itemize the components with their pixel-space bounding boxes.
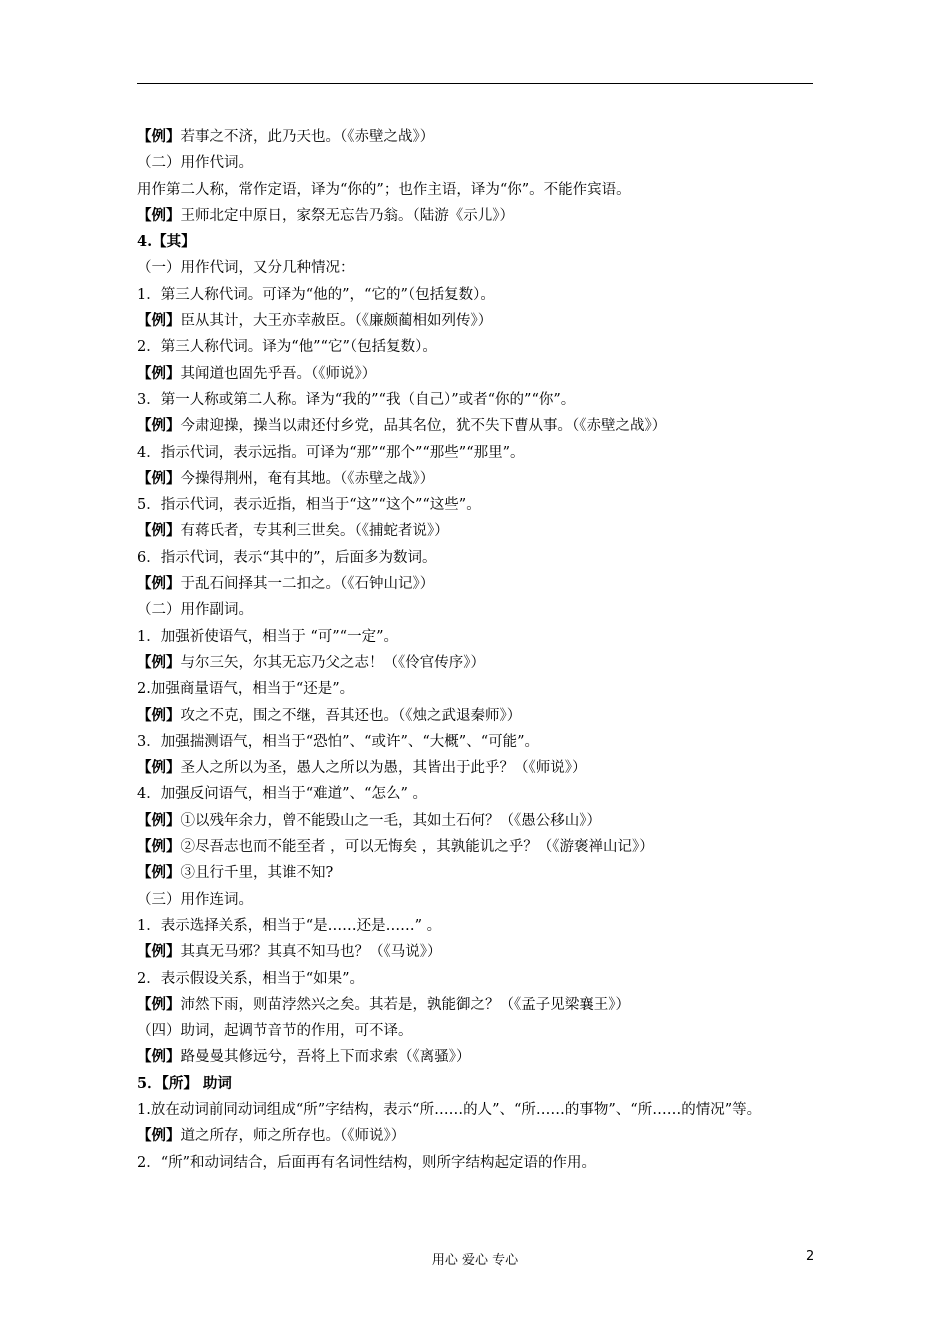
- example-tag: 【例】: [137, 1127, 181, 1145]
- example-line: [137, 518, 817, 544]
- text-line: [137, 781, 817, 807]
- example-tag: 【例】: [137, 575, 181, 593]
- line-text: （三）用作连词。: [137, 891, 253, 908]
- example-line: [137, 466, 817, 492]
- line-text: ①以残年余力，曾不能毁山之一毛，其如土石何？（《愚公移山》）: [180, 812, 601, 829]
- example-line: [137, 808, 817, 834]
- example-line: [137, 703, 817, 729]
- example-line: [137, 1123, 817, 1149]
- line-text: 路曼曼其修远兮，吾将上下而求索（《离骚》）: [180, 1049, 471, 1066]
- line-text: 于乱石间择其一二扣之。（《石钟山记》）: [180, 576, 435, 593]
- line-text: 道之所存，师之所存也。（《师说》）: [180, 1128, 406, 1145]
- line-text: 其真无马邪？其真不知马也？（《马说》）: [180, 944, 442, 961]
- example-tag: 【例】: [137, 206, 181, 224]
- text-line: [137, 597, 817, 623]
- text-line: [137, 966, 817, 992]
- line-text: 5．指示代词，表示近指，相当于“这”“这个”“这些”。: [137, 497, 481, 514]
- line-text: 1．第三人称代词。可译为“他的”，“它的”（包括复数）。: [137, 286, 495, 303]
- line-text: 圣人之所以为圣，愚人之所以为愚，其皆出于此乎？（《师说》）: [180, 760, 587, 777]
- example-tag: 【例】: [137, 128, 181, 145]
- line-text: 攻之不克，围之不继，吾其还也。（《烛之武退秦师》）: [180, 707, 522, 724]
- text-line: [137, 545, 817, 571]
- text-line: [137, 1018, 817, 1044]
- line-text: 1．表示选择关系，相当于“是……还是……” 。: [137, 917, 442, 934]
- text-line: [137, 624, 817, 650]
- example-line: [137, 571, 817, 597]
- section-heading: 4.【其】: [137, 233, 196, 251]
- text-line: [137, 255, 817, 281]
- line-text: 今操得荆州，奄有其地。（《赤壁之战》）: [180, 470, 435, 487]
- footer-text: 用心 爱心 专心: [431, 1253, 519, 1268]
- line-text: 臣从其计，大王亦幸赦臣。（《廉颇蔺相如列传》）: [180, 313, 493, 330]
- line-text: 今肃迎操，操当以肃还付乡党，品其名位，犹不失下曹从事。（《赤壁之战》）: [180, 418, 667, 435]
- example-line: [137, 860, 817, 886]
- page-number: 2: [806, 1249, 815, 1264]
- line-text: 2.加强商量语气，相当于“还是”。: [137, 681, 355, 698]
- line-text: 3．加强揣测语气，相当于“恐怕”、“或许”、“大概”、“可能”。: [137, 733, 540, 750]
- line-text: 3．第一人称或第二人称。译为“我的”“我（自己）”或者“你的”“你”。: [137, 391, 576, 408]
- line-text: 若事之不济，此乃天也。（《赤壁之战》）: [180, 129, 435, 145]
- line-text: 1．加强祈使语气，相当于 “可”“一定”。: [137, 628, 398, 645]
- line-text: （二）用作代词。: [137, 155, 253, 172]
- text-line: [137, 229, 817, 255]
- text-line: [137, 440, 817, 466]
- example-tag: 【例】: [137, 943, 181, 961]
- line-text: 沛然下雨，则苗浡然兴之矣。其若是，孰能御之？（《孟子见梁襄王》）: [180, 996, 630, 1013]
- text-line: [137, 334, 817, 360]
- example-tag: 【例】: [137, 364, 181, 382]
- example-tag: 【例】: [137, 469, 181, 487]
- example-line: [137, 834, 817, 860]
- line-text: （四）助词，起调节音节的作用，可不译。: [137, 1023, 413, 1040]
- example-tag: 【例】: [137, 522, 181, 540]
- text-line: [137, 492, 817, 518]
- example-tag: 【例】: [137, 864, 181, 882]
- example-line: [137, 203, 817, 229]
- line-text: （一）用作代词，又分几种情况：: [137, 260, 355, 277]
- example-line: [137, 1044, 817, 1070]
- document-body: [137, 124, 817, 1176]
- line-text: 与尔三矢，尔其无忘乃父之志！（《伶官传序》）: [180, 654, 485, 671]
- header-rule: [137, 83, 813, 84]
- text-line: [137, 282, 817, 308]
- example-tag: 【例】: [137, 811, 181, 829]
- line-text: 2．“所”和动词结合，后面再有名词性结构，则所字结构起定语的作用。: [137, 1154, 597, 1171]
- text-line: [137, 1097, 817, 1123]
- example-line: [137, 413, 817, 439]
- text-line: [137, 1071, 817, 1097]
- line-text: 4．加强反问语气，相当于“难道”、“怎么” 。: [137, 786, 427, 803]
- text-line: [137, 887, 817, 913]
- line-text: 用作第二人称，常作定语，译为“你的”；也作主语，译为“你”。不能作宾语。: [137, 181, 631, 198]
- example-tag: 【例】: [137, 706, 181, 724]
- text-line: [137, 676, 817, 702]
- example-tag: 【例】: [137, 653, 181, 671]
- example-tag: 【例】: [137, 417, 181, 435]
- example-line: [137, 755, 817, 781]
- text-line: [137, 1150, 817, 1176]
- example-line: [137, 992, 817, 1018]
- line-text: 2．第三人称代词。译为“他”“它”（包括复数）。: [137, 339, 437, 356]
- text-line: [137, 177, 817, 203]
- example-line: [137, 308, 817, 334]
- line-text: 2．表示假设关系，相当于“如果”。: [137, 970, 365, 987]
- text-line: [137, 729, 817, 755]
- line-text: 其闻道也固先乎吾。（《师说》）: [180, 365, 377, 382]
- example-line: [137, 361, 817, 387]
- text-line: [137, 387, 817, 413]
- text-line: [137, 913, 817, 939]
- line-text: 有蒋氏者，专其利三世矣。（《捕蛇者说》）: [180, 523, 449, 540]
- line-text: ③且行千里，其谁不知?: [180, 865, 334, 882]
- line-text: ②尽吾志也而不能至者 ，可以无悔矣 ，其孰能讥之乎？（《游褒禅山记》）: [180, 839, 654, 856]
- example-tag: 【例】: [137, 995, 181, 1013]
- line-text: 王师北定中原日，家祭无忘告乃翁。（陆游《示儿》）: [180, 207, 514, 224]
- example-line: [137, 939, 817, 965]
- line-text: 6．指示代词，表示“其中的”，后面多为数词。: [137, 549, 437, 566]
- line-text: 4．指示代词，表示远指。可译为“那”“那个”“那些”“那里”。: [137, 444, 525, 461]
- example-tag: 【例】: [137, 312, 181, 330]
- example-tag: 【例】: [137, 838, 181, 856]
- example-line: [137, 650, 817, 676]
- example-tag: 【例】: [137, 1048, 181, 1066]
- line-text: （二）用作副词。: [137, 602, 253, 619]
- example-line: [137, 124, 817, 150]
- example-tag: 【例】: [137, 759, 181, 777]
- text-line: [137, 150, 817, 176]
- section-heading: 5．【所】 助词: [137, 1074, 232, 1092]
- line-text: 1.放在动词前同动词组成“所”字结构，表示“所……的人”、“所……的事物”、“所……的情况”等。: [137, 1101, 762, 1118]
